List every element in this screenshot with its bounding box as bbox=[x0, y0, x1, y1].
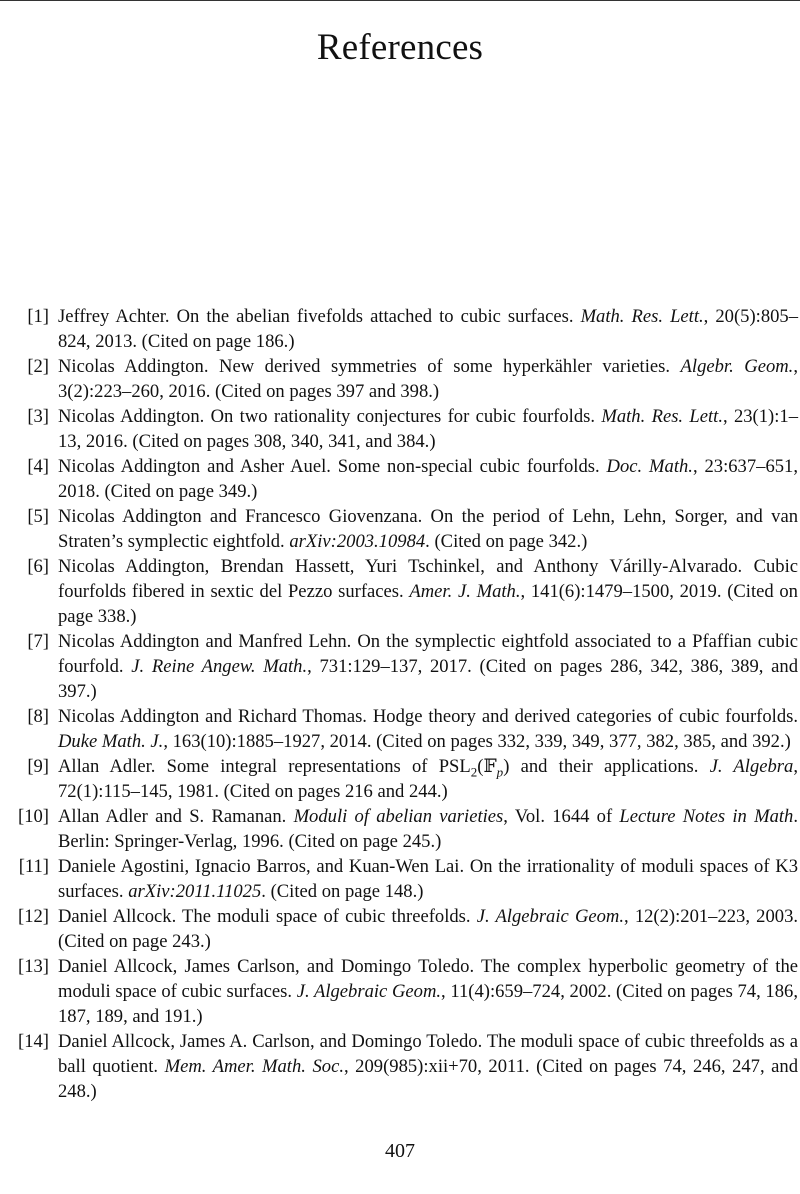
reference-text bbox=[58, 754, 798, 804]
reference-text bbox=[58, 354, 798, 404]
reference-part: Nicolas Addington and Manfred Lehn. On the symplectic eightfold associated to a Pfaffian cubic fourfold. bbox=[58, 631, 798, 677]
reference-part: Daniel Allcock, James A. Carlson, and Domingo Toledo. The moduli space of cubic threefolds as a ball quotient. bbox=[58, 1031, 798, 1077]
reference-italic-part: J. Algebraic Geom. bbox=[476, 906, 625, 927]
reference-entry bbox=[10, 629, 798, 704]
reference-text bbox=[58, 504, 798, 554]
reference-entry bbox=[10, 554, 798, 629]
reference-number: [3] bbox=[27, 406, 49, 427]
reference-part: , 209(985):xii+70, 2011. (Cited on pages 74, 246, 247, and 248.) bbox=[58, 1056, 799, 1102]
reference-italic-part: Math. Res. Lett. bbox=[601, 406, 723, 427]
reference-entry bbox=[10, 954, 798, 1029]
reference-number: [1] bbox=[27, 306, 49, 327]
reference-part: , 23(1):1–13, 2016. (Cited on pages 308, 340, 341, and 384.) bbox=[58, 406, 798, 452]
reference-number: [11] bbox=[18, 856, 49, 877]
reference-part: . Berlin: Springer-Verlag, 1996. (Cited on page 245.) bbox=[58, 806, 798, 852]
reference-italic-part: Duke Math. J. bbox=[58, 731, 164, 752]
reference-italic-part: arXiv:2003.10984 bbox=[289, 531, 426, 552]
reference-text bbox=[58, 629, 798, 704]
reference-part: Daniele Agostini, Ignacio Barros, and Kuan-Wen Lai. On the irrationality of moduli spaces of K3 surfaces. bbox=[58, 856, 798, 902]
reference-italic-part: Algebr. Geom. bbox=[680, 356, 794, 377]
reference-entry bbox=[10, 754, 798, 804]
reference-part: , Vol. 1644 of bbox=[503, 806, 620, 827]
reference-part: . (Cited on page 148.) bbox=[261, 881, 424, 902]
reference-number: [7] bbox=[27, 631, 49, 652]
reference-italic-part: Mem. Amer. Math. Soc. bbox=[164, 1056, 344, 1077]
reference-part: , 163(10):1885–1927, 2014. (Cited on pages 332, 339, 349, 377, 382, 385, and 392.) bbox=[163, 731, 791, 752]
reference-part: Allan Adler and S. Ramanan. bbox=[58, 806, 294, 827]
reference-part: , 20(5):805–824, 2013. (Cited on page 186.) bbox=[58, 306, 799, 352]
reference-text bbox=[58, 1029, 798, 1104]
page-number: 407 bbox=[385, 1140, 415, 1162]
reference-part: (𝔽 bbox=[477, 756, 497, 777]
reference-part: Nicolas Addington and Asher Auel. Some non-special cubic fourfolds. bbox=[58, 456, 607, 477]
reference-entry bbox=[10, 854, 798, 904]
reference-number: [8] bbox=[27, 706, 49, 727]
reference-part: , 11(4):659–724, 2002. (Cited on pages 74, 186, 187, 189, and 191.) bbox=[58, 981, 798, 1027]
reference-number: [14] bbox=[18, 1031, 49, 1052]
reference-number: [2] bbox=[27, 356, 49, 377]
reference-text bbox=[58, 454, 798, 504]
reference-part: Daniel Allcock. The moduli space of cubic threefolds. bbox=[58, 906, 477, 927]
top-rule bbox=[0, 0, 800, 1]
reference-text bbox=[58, 954, 798, 1029]
reference-text bbox=[58, 704, 798, 754]
reference-italic-part: J. Algebra bbox=[709, 756, 794, 777]
reference-entry bbox=[10, 304, 798, 354]
reference-part: ) and their applications. bbox=[503, 756, 710, 777]
reference-text bbox=[58, 304, 798, 354]
reference-italic-part: p bbox=[496, 764, 504, 780]
reference-italic-part: Math. Res. Lett. bbox=[580, 306, 704, 327]
reference-number: [13] bbox=[18, 956, 49, 977]
reference-italic-part: Lecture Notes in Math bbox=[619, 806, 794, 827]
reference-italic-part: Doc. Math. bbox=[606, 456, 693, 477]
reference-entry bbox=[10, 404, 798, 454]
reference-entry bbox=[10, 504, 798, 554]
reference-part: , 72(1):115–145, 1981. (Cited on pages 216 and 244.) bbox=[58, 756, 798, 802]
reference-part: Allan Adler. Some integral representations of PSL bbox=[58, 756, 471, 777]
reference-part: . (Cited on page 342.) bbox=[425, 531, 588, 552]
reference-part: Nicolas Addington and Francesco Giovenzana. On the period of Lehn, Lehn, Sorger, and van Straten’s symplectic eightfold. bbox=[58, 506, 798, 552]
reference-number: [10] bbox=[18, 806, 49, 827]
reference-part: Nicolas Addington, Brendan Hassett, Yuri Tschinkel, and Anthony Várilly-Alvarado. Cubic fourfolds fibered in sextic del Pezzo surfaces. bbox=[58, 556, 798, 602]
reference-part: 2 bbox=[470, 764, 478, 780]
reference-italic-part: Moduli of abelian varieties bbox=[293, 806, 504, 827]
reference-part: , 141(6):1479–1500, 2019. (Cited on page 338.) bbox=[58, 581, 798, 627]
reference-part: , 731:129–137, 2017. (Cited on pages 286, 342, 386, 389, and 397.) bbox=[58, 656, 798, 702]
reference-italic-part: Amer. J. Math. bbox=[409, 581, 521, 602]
reference-entry bbox=[10, 704, 798, 754]
reference-number: [12] bbox=[18, 906, 49, 927]
reference-part: Jeffrey Achter. On the abelian fivefolds attached to cubic surfaces. bbox=[58, 306, 581, 327]
reference-text bbox=[58, 854, 798, 904]
reference-text bbox=[58, 904, 798, 954]
reference-part: Daniel Allcock, James Carlson, and Domingo Toledo. The complex hyperbolic geometry of the moduli space of cubic surfaces. bbox=[58, 956, 798, 1002]
reference-part: Nicolas Addington. On two rationality conjectures for cubic fourfolds. bbox=[58, 406, 602, 427]
reference-part: , 3(2):223–260, 2016. (Cited on pages 397 and 398.) bbox=[58, 356, 798, 402]
reference-entry bbox=[10, 354, 798, 404]
reference-part: Nicolas Addington. New derived symmetries of some hyperkähler varieties. bbox=[58, 356, 681, 377]
reference-text bbox=[58, 804, 798, 854]
reference-entry bbox=[10, 454, 798, 504]
reference-number: [5] bbox=[27, 506, 49, 527]
reference-part: , 12(2):201–223, 2003. (Cited on page 243.) bbox=[58, 906, 799, 952]
reference-number: [9] bbox=[27, 756, 49, 777]
reference-italic-part: J. Algebraic Geom. bbox=[296, 981, 442, 1002]
reference-part: , 23:637–651, 2018. (Cited on page 349.) bbox=[58, 456, 798, 502]
page-title: References bbox=[316, 27, 484, 68]
reference-entry bbox=[10, 804, 798, 854]
reference-entry bbox=[10, 1029, 798, 1104]
reference-list bbox=[10, 304, 798, 1104]
reference-italic-part: J. Reine Angew. Math. bbox=[131, 656, 308, 677]
reference-number: [4] bbox=[27, 456, 49, 477]
reference-italic-part: arXiv:2011.11025 bbox=[128, 881, 262, 902]
reference-text bbox=[58, 404, 798, 454]
reference-part: Nicolas Addington and Richard Thomas. Hodge theory and derived categories of cubic fourfolds. bbox=[58, 706, 798, 727]
reference-entry bbox=[10, 904, 798, 954]
reference-number: [6] bbox=[27, 556, 49, 577]
reference-text bbox=[58, 554, 798, 629]
